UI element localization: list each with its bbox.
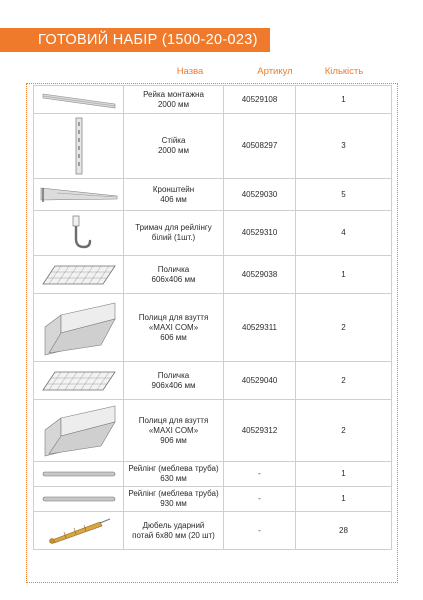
item-name: Полиця для взуття «MAXI COM» 906 мм [124, 400, 224, 462]
item-article: 40529108 [224, 86, 296, 114]
item-article: 40529040 [224, 362, 296, 400]
table-row [34, 179, 392, 211]
item-name: Дюбель ударний потай 6x80 мм (20 шт) [124, 512, 224, 550]
column-header-name: Назва [176, 66, 204, 77]
item-article: - [224, 487, 296, 512]
shoe-shelf-icon [39, 297, 119, 359]
item-article: 40529311 [224, 294, 296, 362]
item-article: 40529038 [224, 256, 296, 294]
item-quantity: 1 [296, 462, 392, 487]
item-article: 40529312 [224, 400, 296, 462]
item-article: 40529030 [224, 179, 296, 211]
item-quantity: 1 [296, 487, 392, 512]
table-row [34, 114, 392, 179]
upright-post-icon [69, 116, 89, 176]
item-article: 40508297 [224, 114, 296, 179]
table-row [34, 211, 392, 256]
table-row [34, 487, 392, 512]
table-row [34, 462, 392, 487]
item-quantity: 2 [296, 400, 392, 462]
item-name: Полиця для взуття «MAXI COM» 606 мм [124, 294, 224, 362]
item-name: Рейка монтажна 2000 мм [124, 86, 224, 114]
furniture-tube-icon [39, 494, 119, 504]
item-quantity: 2 [296, 362, 392, 400]
item-article: - [224, 512, 296, 550]
item-article: - [224, 462, 296, 487]
table-row [34, 256, 392, 294]
railing-holder-icon [64, 213, 94, 253]
shoe-shelf-icon [39, 402, 119, 460]
item-name: Рейлінг (меблева труба) 930 мм [124, 487, 224, 512]
table-row [34, 294, 392, 362]
item-quantity: 4 [296, 211, 392, 256]
column-header-quantity: Кількість [324, 66, 364, 77]
item-name: Поличка 906x406 мм [124, 362, 224, 400]
item-quantity: 2 [296, 294, 392, 362]
item-quantity: 3 [296, 114, 392, 179]
item-quantity: 1 [296, 86, 392, 114]
table-row [34, 512, 392, 550]
table-row [34, 362, 392, 400]
set-title-banner: ГОТОВИЙ НАБІР (1500-20-023) [0, 28, 270, 52]
item-article: 40529310 [224, 211, 296, 256]
table-row [34, 86, 392, 114]
item-quantity: 28 [296, 512, 392, 550]
item-name: Кронштейн 406 мм [124, 179, 224, 211]
wire-shelf-icon [41, 263, 117, 287]
table-row [34, 400, 392, 462]
dowel-icon [44, 516, 114, 546]
column-header-article: Артикул [257, 66, 293, 77]
item-name: Тримач для рейлінгу білий (1шт.) [124, 211, 224, 256]
bracket-icon [37, 184, 121, 206]
wire-shelf-icon [41, 369, 117, 393]
item-name: Поличка 606x406 мм [124, 256, 224, 294]
item-name: Рейлінг (меблева труба) 630 мм [124, 462, 224, 487]
furniture-tube-icon [39, 469, 119, 479]
item-name: Стійка 2000 мм [124, 114, 224, 179]
items-table [33, 85, 392, 550]
item-quantity: 1 [296, 256, 392, 294]
mounting-rail-icon [39, 88, 119, 112]
item-quantity: 5 [296, 179, 392, 211]
table-header [0, 66, 423, 80]
